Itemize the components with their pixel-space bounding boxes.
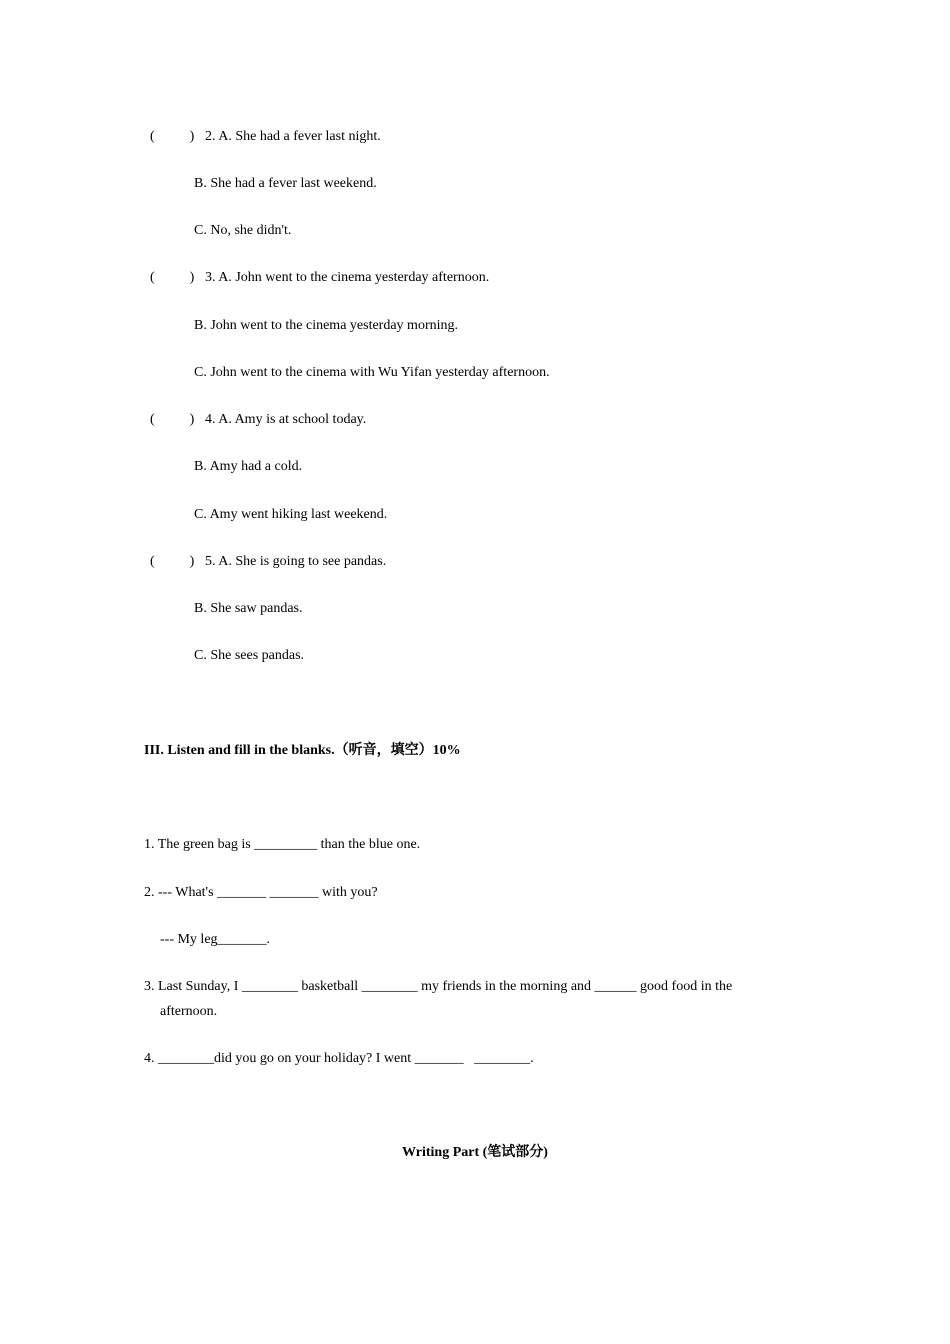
answer-bracket[interactable]: ( ) (150, 554, 195, 569)
question-2-option-b: B. She had a fever last weekend. (194, 176, 377, 191)
writing-part-title: Writing Part (笔试部分) (402, 1145, 548, 1160)
fill-blank-item-3-continued: afternoon. (160, 1004, 218, 1019)
question-2-option-a: 2. A. She had a fever last night. (205, 129, 381, 144)
question-3-option-c: C. John went to the cinema with Wu Yifan yesterday afternoon. (194, 365, 550, 380)
answer-bracket[interactable]: ( ) (150, 412, 195, 427)
section-3-heading: III. Listen and fill in the blanks.（听音，填空）10% (144, 743, 461, 758)
question-3-option-a: 3. A. John went to the cinema yesterday afternoon. (205, 270, 490, 285)
question-4-option-b: B. Amy had a cold. (194, 459, 303, 474)
question-5-option-b: B. She saw pandas. (194, 601, 303, 616)
question-3-option-b: B. John went to the cinema yesterday morning. (194, 318, 458, 333)
fill-blank-item-2-answer: --- My leg_______. (160, 932, 271, 947)
fill-blank-item-3: 3. Last Sunday, I ________ basketball ________ my friends in the morning and ______ good food in the (144, 979, 733, 994)
answer-bracket[interactable]: ( ) (150, 270, 195, 285)
fill-blank-item-2: 2. --- What's _______ _______ with you? (144, 885, 378, 900)
question-5-option-c: C. She sees pandas. (194, 648, 305, 663)
answer-bracket[interactable]: ( ) (150, 129, 195, 144)
question-4-option-c: C. Amy went hiking last weekend. (194, 507, 388, 522)
question-4-option-a: 4. A. Amy is at school today. (205, 412, 367, 427)
fill-blank-item-4: 4. ________did you go on your holiday? I went _______ ________. (144, 1051, 534, 1066)
fill-blank-item-1: 1. The green bag is _________ than the blue one. (144, 837, 421, 852)
question-2-option-c: C. No, she didn't. (194, 223, 292, 238)
question-5-option-a: 5. A. She is going to see pandas. (205, 554, 387, 569)
